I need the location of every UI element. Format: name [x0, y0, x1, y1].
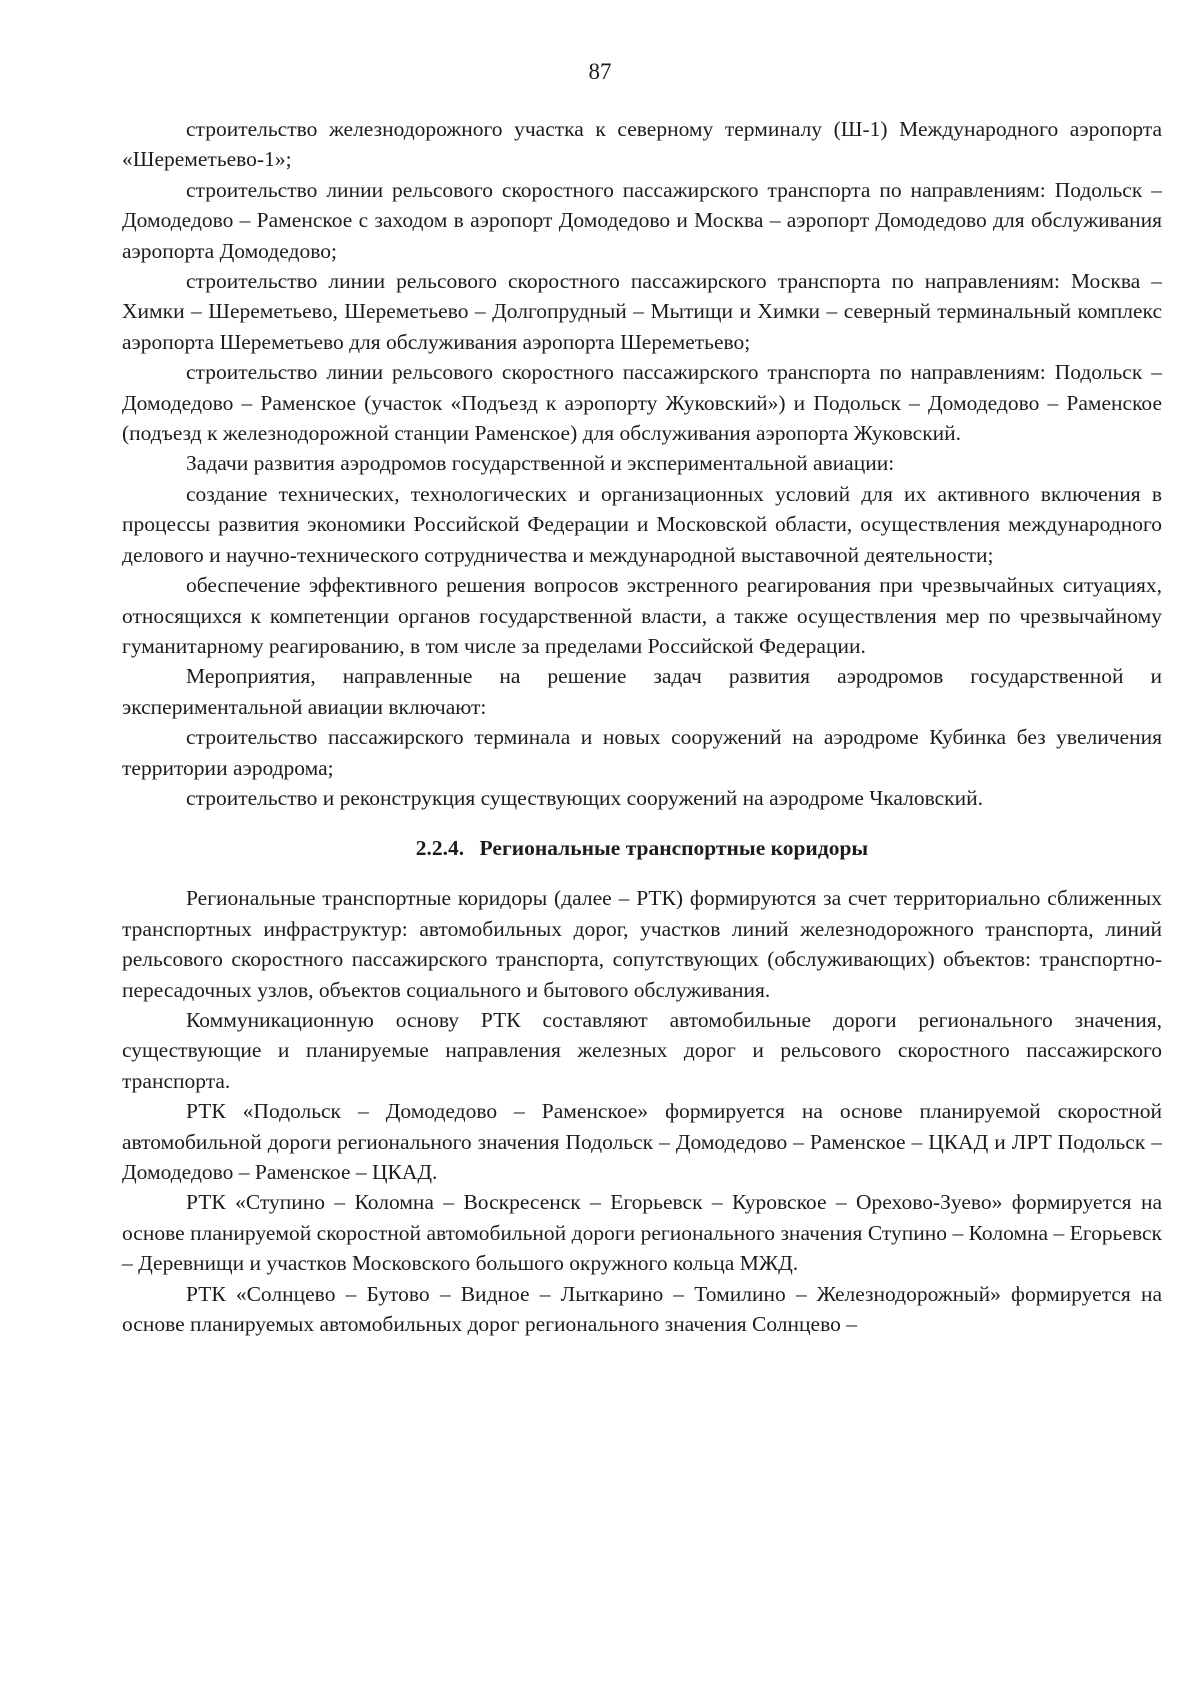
paragraph: строительство линии рельсового скоростного пассажирского транспорта по направлениям: Москва – Химки – Шереметьево, Шереметьево – Долгопрудный – Мытищи и Химки – северный терминальный комплекс аэропорта Шереметьево для обслуживания аэропорта Шереметьево;: [122, 269, 1162, 354]
paragraph: РТК «Подольск – Домодедово – Раменское» формируется на основе планируемой скоростной автомобильной дороги регионального значения Подольск – Домодедово – Раменское – ЦКАД и ЛРТ Подольск – Домодедово – Раменское – ЦКАД.: [122, 1099, 1162, 1184]
paragraph: РТК «Солнцево – Бутово – Видное – Лыткарино – Томилино – Железнодорожный» формируется на основе планируемых автомобильных дорог регионального значения Солнцево –: [122, 1281, 1162, 1337]
text-block-part-2: [122, 883, 1162, 1339]
section-number: 2.2.4.: [415, 836, 465, 861]
document-body: [122, 114, 1162, 1339]
paragraph: Региональные транспортные коридоры (далее – РТК) формируются за счет территориально сближенных транспортных инфраструктур: автомобильных дорог, участков линий железнодорожного транспорта, линий рельсового скоростного пассажирского транспорта, сопутствующих (обслуживающих) объектов: транспортно-пересадочных узлов, объектов социального и бытового обслуживания.: [122, 886, 1162, 1002]
paragraph: создание технических, технологических и организационных условий для их активного включения в процессы развития экономики Российской Федерации и Московской области, осуществления международного делового и научно-технического сотрудничества и международной выставочной деятельности;: [122, 481, 1162, 567]
paragraph: РТК «Ступино – Коломна – Воскресенск – Егорьевск – Куровское – Орехово-Зуево» формируется на основе планируемой скоростной автомобильной дороги регионального значения Ступино – Коломна – Егорьевск – Деревнищи и участков Московского большого окружного кольца МЖД.: [122, 1190, 1162, 1276]
paragraph: Коммуникационную основу РТК составляют автомобильные дороги регионального значения, существующие и планируемые направления железных дорог и рельсового скоростного пассажирского транспорта.: [122, 1007, 1162, 1093]
paragraph: строительство пассажирского терминала и новых сооружений на аэродроме Кубинка без увеличения территории аэродрома;: [122, 725, 1162, 780]
section-title: Региональные транспортные коридоры: [479, 836, 869, 861]
paragraph: Мероприятия, направленные на решение задач развития аэродромов государственной и экспериментальной авиации включают:: [122, 664, 1162, 719]
paragraph: строительство линии рельсового скоростного пассажирского транспорта по направлениям: Подольск – Домодедово – Раменское (участок «Подъезд к аэропорту Жуковский») и Подольск – Домодедово – Раменское (подъезд к железнодорожной станции Раменское) для обслуживания аэропорта Жуковский.: [122, 360, 1162, 446]
page-number: 87: [588, 59, 612, 84]
paragraph: строительство железнодорожного участка к северному терминалу (Ш-1) Международного аэропорта «Шереметьево-1»;: [122, 117, 1162, 172]
text-block-part-1: [122, 114, 1162, 813]
paragraph: строительство и реконструкция существующих сооружений на аэродроме Чкаловский.: [186, 785, 983, 810]
paragraph: Задачи развития аэродромов государственной и экспериментальной авиации:: [186, 451, 895, 476]
section-heading: [122, 833, 1162, 863]
paragraph: строительство линии рельсового скоростного пассажирского транспорта по направлениям: Подольск – Домодедово – Раменское с заходом в аэропорт Домодедово и Москва – аэропорт Домодедово для обслуживания аэропорта Домодедово;: [122, 177, 1162, 263]
paragraph: обеспечение эффективного решения вопросов экстренного реагирования при чрезвычайных ситуациях, относящихся к компетенции органов государственной власти, а также осуществления мер по чрезвычайному гуманитарному реагированию, в том числе за пределами Российской Федерации.: [122, 573, 1162, 658]
